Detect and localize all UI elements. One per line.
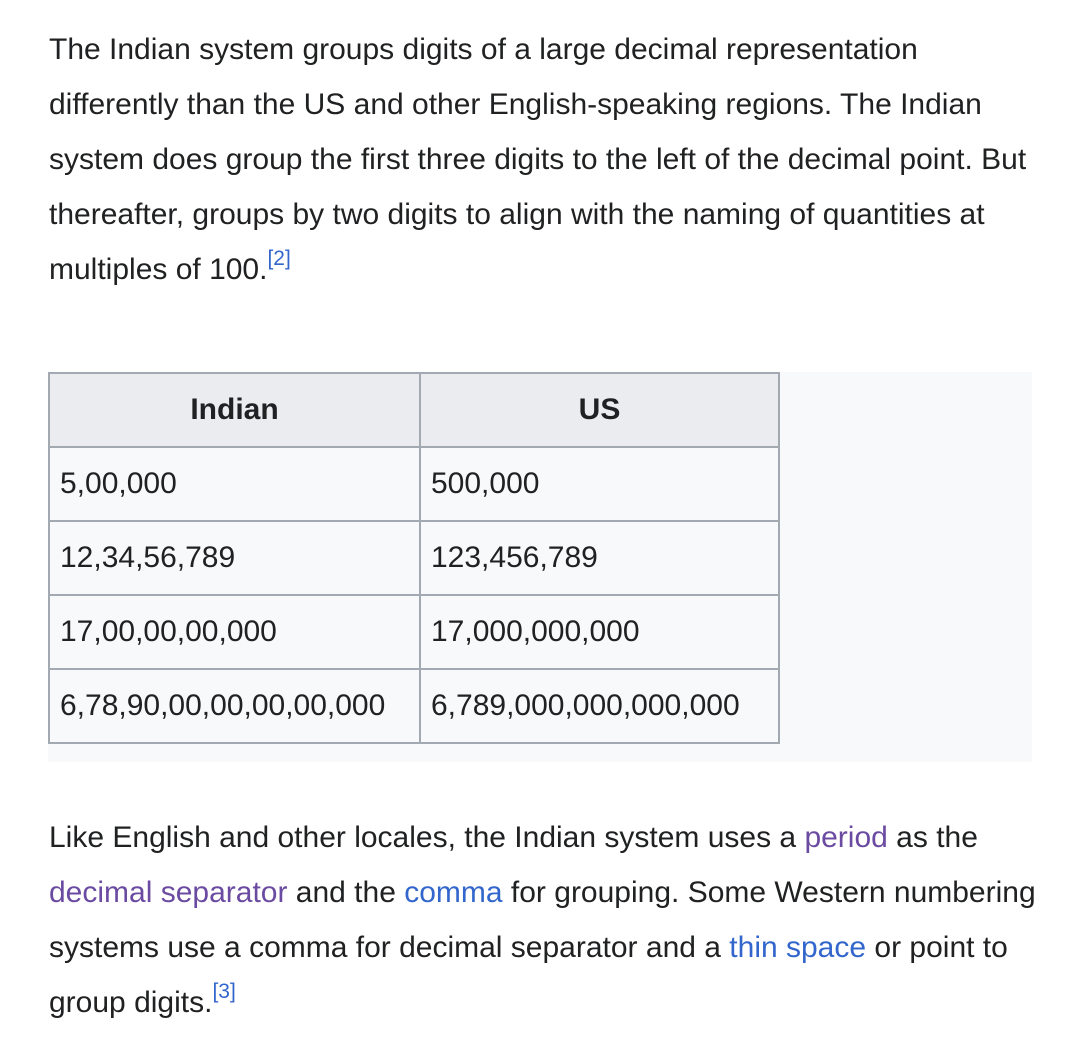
outro-text-5: or point to group digits. (49, 931, 1008, 1019)
table-header-row (49, 373, 779, 447)
table-row (49, 521, 779, 595)
intro-text: The Indian system groups digits of a large decimal representation differently than the US and other English-speaking regions. The Indian system does group the first three digits to the left of the decimal point. But thereafter, groups by two digits to align with the naming of quantities at multiples of 100. (49, 33, 1027, 286)
outro-text-4: for grouping. Some Western numbering systems use a comma for decimal separator and a (49, 876, 1036, 964)
cell-us: 6,789,000,000,000,000 (420, 669, 779, 743)
table-row (49, 447, 779, 521)
thin-space-link[interactable]: thin space (729, 931, 867, 964)
decimal-separator-link[interactable]: decimal separator (49, 876, 288, 909)
cell-indian: 17,00,00,00,000 (49, 595, 420, 669)
table-row (49, 595, 779, 669)
outro-text-2: as the (887, 821, 978, 854)
period-link[interactable]: period (804, 821, 888, 854)
outro-text-3: and the (287, 876, 405, 909)
reference-2-link[interactable]: [2] (267, 247, 291, 270)
outro-text-1: Like English and other locales, the Indian system uses a (49, 821, 805, 854)
table-row (49, 669, 779, 743)
header-us: US (420, 373, 779, 447)
intro-paragraph (49, 22, 1049, 297)
cell-indian: 5,00,000 (49, 447, 420, 521)
reference-3-link[interactable]: [3] (212, 980, 236, 1003)
reference-3[interactable] (212, 980, 235, 1003)
comma-link[interactable]: comma (404, 876, 503, 909)
cell-indian: 6,78,90,00,00,00,00,000 (49, 669, 420, 743)
cell-us: 500,000 (420, 447, 779, 521)
cell-indian: 12,34,56,789 (49, 521, 420, 595)
header-indian: Indian (49, 373, 420, 447)
digit-grouping-table (48, 372, 780, 744)
cell-us: 17,000,000,000 (420, 595, 779, 669)
cell-us: 123,456,789 (420, 521, 779, 595)
reference-2[interactable] (267, 247, 290, 270)
outro-paragraph (49, 810, 1049, 1030)
